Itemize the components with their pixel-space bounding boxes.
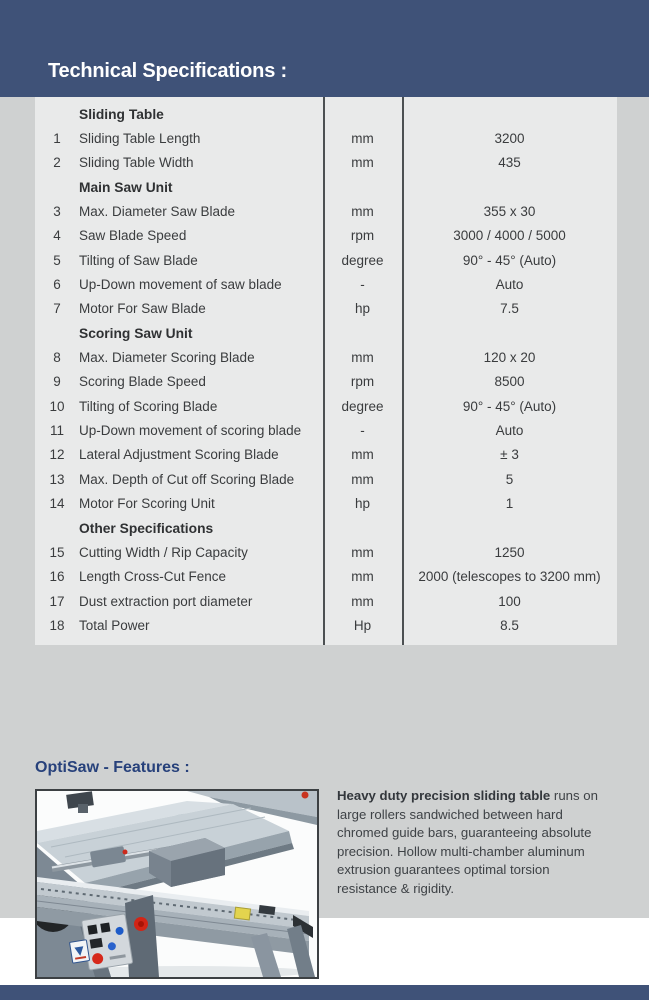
spec-row [35, 199, 617, 223]
row-description: Tilting of Scoring Blade [79, 398, 218, 414]
row-description: Motor For Saw Blade [79, 301, 206, 317]
saw-machine-illustration [37, 791, 317, 977]
section-label: Main Saw Unit [79, 179, 173, 195]
row-value: 3000 / 4000 / 5000 [453, 228, 566, 244]
row-number: 9 [53, 374, 61, 390]
section-row [35, 516, 617, 540]
row-description: Motor For Scoring Unit [79, 496, 215, 512]
row-value: 120 x 20 [483, 350, 536, 366]
spec-row [35, 540, 617, 564]
row-number: 3 [53, 204, 61, 220]
spec-row [35, 151, 617, 175]
row-unit: Hp [353, 617, 372, 633]
section-label: Scoring Saw Unit [79, 325, 193, 341]
row-description: Max. Diameter Saw Blade [79, 204, 236, 220]
row-value: 90° - 45° (Auto) [462, 398, 557, 414]
spec-table-rows [35, 102, 617, 638]
row-unit: - [360, 277, 365, 293]
row-value: 2000 (telescopes to 3200 mm) [418, 569, 601, 585]
row-description: Total Power [79, 617, 150, 633]
spec-row [35, 224, 617, 248]
row-number: 6 [53, 277, 61, 293]
section-label: Other Specifications [79, 520, 214, 536]
features-heading: OptiSaw - Features : [35, 759, 190, 776]
content-background [0, 97, 649, 918]
row-unit: mm [351, 204, 374, 220]
row-description: Lateral Adjustment Scoring Blade [79, 447, 279, 463]
row-description: Up-Down movement of scoring blade [79, 423, 302, 439]
row-value: 355 x 30 [483, 204, 536, 220]
row-description: Length Cross-Cut Fence [79, 569, 227, 585]
row-value: 7.5 [500, 301, 519, 317]
features-paragraph-lead: Heavy duty precision sliding table [337, 788, 551, 803]
section-row [35, 102, 617, 126]
row-unit: mm [351, 447, 374, 463]
row-description: Scoring Blade Speed [79, 374, 206, 390]
row-unit: mm [351, 569, 374, 585]
row-number: 15 [49, 544, 65, 560]
spec-row [35, 370, 617, 394]
page-title: Technical Specifications : [48, 60, 287, 82]
row-value: Auto [495, 423, 524, 439]
product-photo [35, 789, 319, 979]
spec-row [35, 126, 617, 150]
row-description: Up-Down movement of saw blade [79, 277, 282, 293]
row-unit: degree [341, 398, 384, 414]
row-unit: hp [354, 496, 371, 512]
spec-table [35, 97, 617, 645]
row-unit: - [360, 423, 365, 439]
row-number: 18 [49, 617, 65, 633]
row-value: 1250 [494, 544, 525, 560]
row-unit: rpm [350, 228, 375, 244]
spec-row [35, 394, 617, 418]
row-description: Tilting of Saw Blade [79, 252, 198, 268]
spec-row [35, 589, 617, 613]
row-value: 90° - 45° (Auto) [462, 252, 557, 268]
row-description: Sliding Table Length [79, 131, 201, 147]
row-unit: mm [351, 131, 374, 147]
spec-row [35, 345, 617, 369]
row-number: 16 [49, 569, 65, 585]
features-paragraph-rest: runs on large rollers sandwiched between hard chromed guide bars, guaranteeing absolute precision. Hollow multi-chamber aluminum extrusion guarantees optimal torsion resistance & rigidity. [337, 788, 598, 896]
footer-band [0, 985, 649, 1000]
row-number: 13 [49, 471, 65, 487]
row-number: 4 [53, 228, 61, 244]
spec-row [35, 443, 617, 467]
row-description: Max. Diameter Scoring Blade [79, 350, 255, 366]
row-value: 435 [498, 155, 521, 171]
row-description: Dust extraction port diameter [79, 593, 253, 609]
row-description: Saw Blade Speed [79, 228, 187, 244]
row-unit: mm [351, 544, 374, 560]
spec-row [35, 272, 617, 296]
row-description: Sliding Table Width [79, 155, 194, 171]
row-number: 8 [53, 350, 61, 366]
row-number: 11 [49, 423, 64, 439]
row-value: 1 [505, 496, 514, 512]
row-unit: degree [341, 252, 384, 268]
features-paragraph [337, 787, 599, 899]
row-value: 8500 [494, 374, 525, 390]
spec-row [35, 613, 617, 637]
row-number: 10 [49, 398, 65, 414]
row-value: 8.5 [500, 617, 519, 633]
row-unit: rpm [350, 374, 375, 390]
row-unit: mm [351, 350, 374, 366]
spec-row [35, 248, 617, 272]
row-number: 7 [53, 301, 61, 317]
row-unit: mm [351, 593, 374, 609]
row-number: 12 [49, 447, 65, 463]
row-value: 3200 [494, 131, 525, 147]
row-value: ± 3 [500, 447, 519, 463]
row-value: 5 [505, 471, 514, 487]
row-number: 5 [53, 252, 61, 268]
section-label: Sliding Table [79, 106, 164, 122]
row-unit: hp [354, 301, 371, 317]
row-number: 14 [49, 496, 65, 512]
row-unit: mm [351, 471, 374, 487]
row-description: Cutting Width / Rip Capacity [79, 544, 248, 560]
row-unit: mm [351, 155, 374, 171]
row-number: 1 [53, 131, 61, 147]
row-number: 2 [53, 155, 61, 171]
row-description: Max. Depth of Cut off Scoring Blade [79, 471, 295, 487]
spec-row [35, 418, 617, 442]
spec-row [35, 467, 617, 491]
row-value: Auto [495, 277, 524, 293]
section-row [35, 321, 617, 345]
row-value: 100 [498, 593, 521, 609]
spec-row [35, 492, 617, 516]
row-number: 17 [49, 593, 65, 609]
section-row [35, 175, 617, 199]
spec-row [35, 297, 617, 321]
spec-row [35, 565, 617, 589]
